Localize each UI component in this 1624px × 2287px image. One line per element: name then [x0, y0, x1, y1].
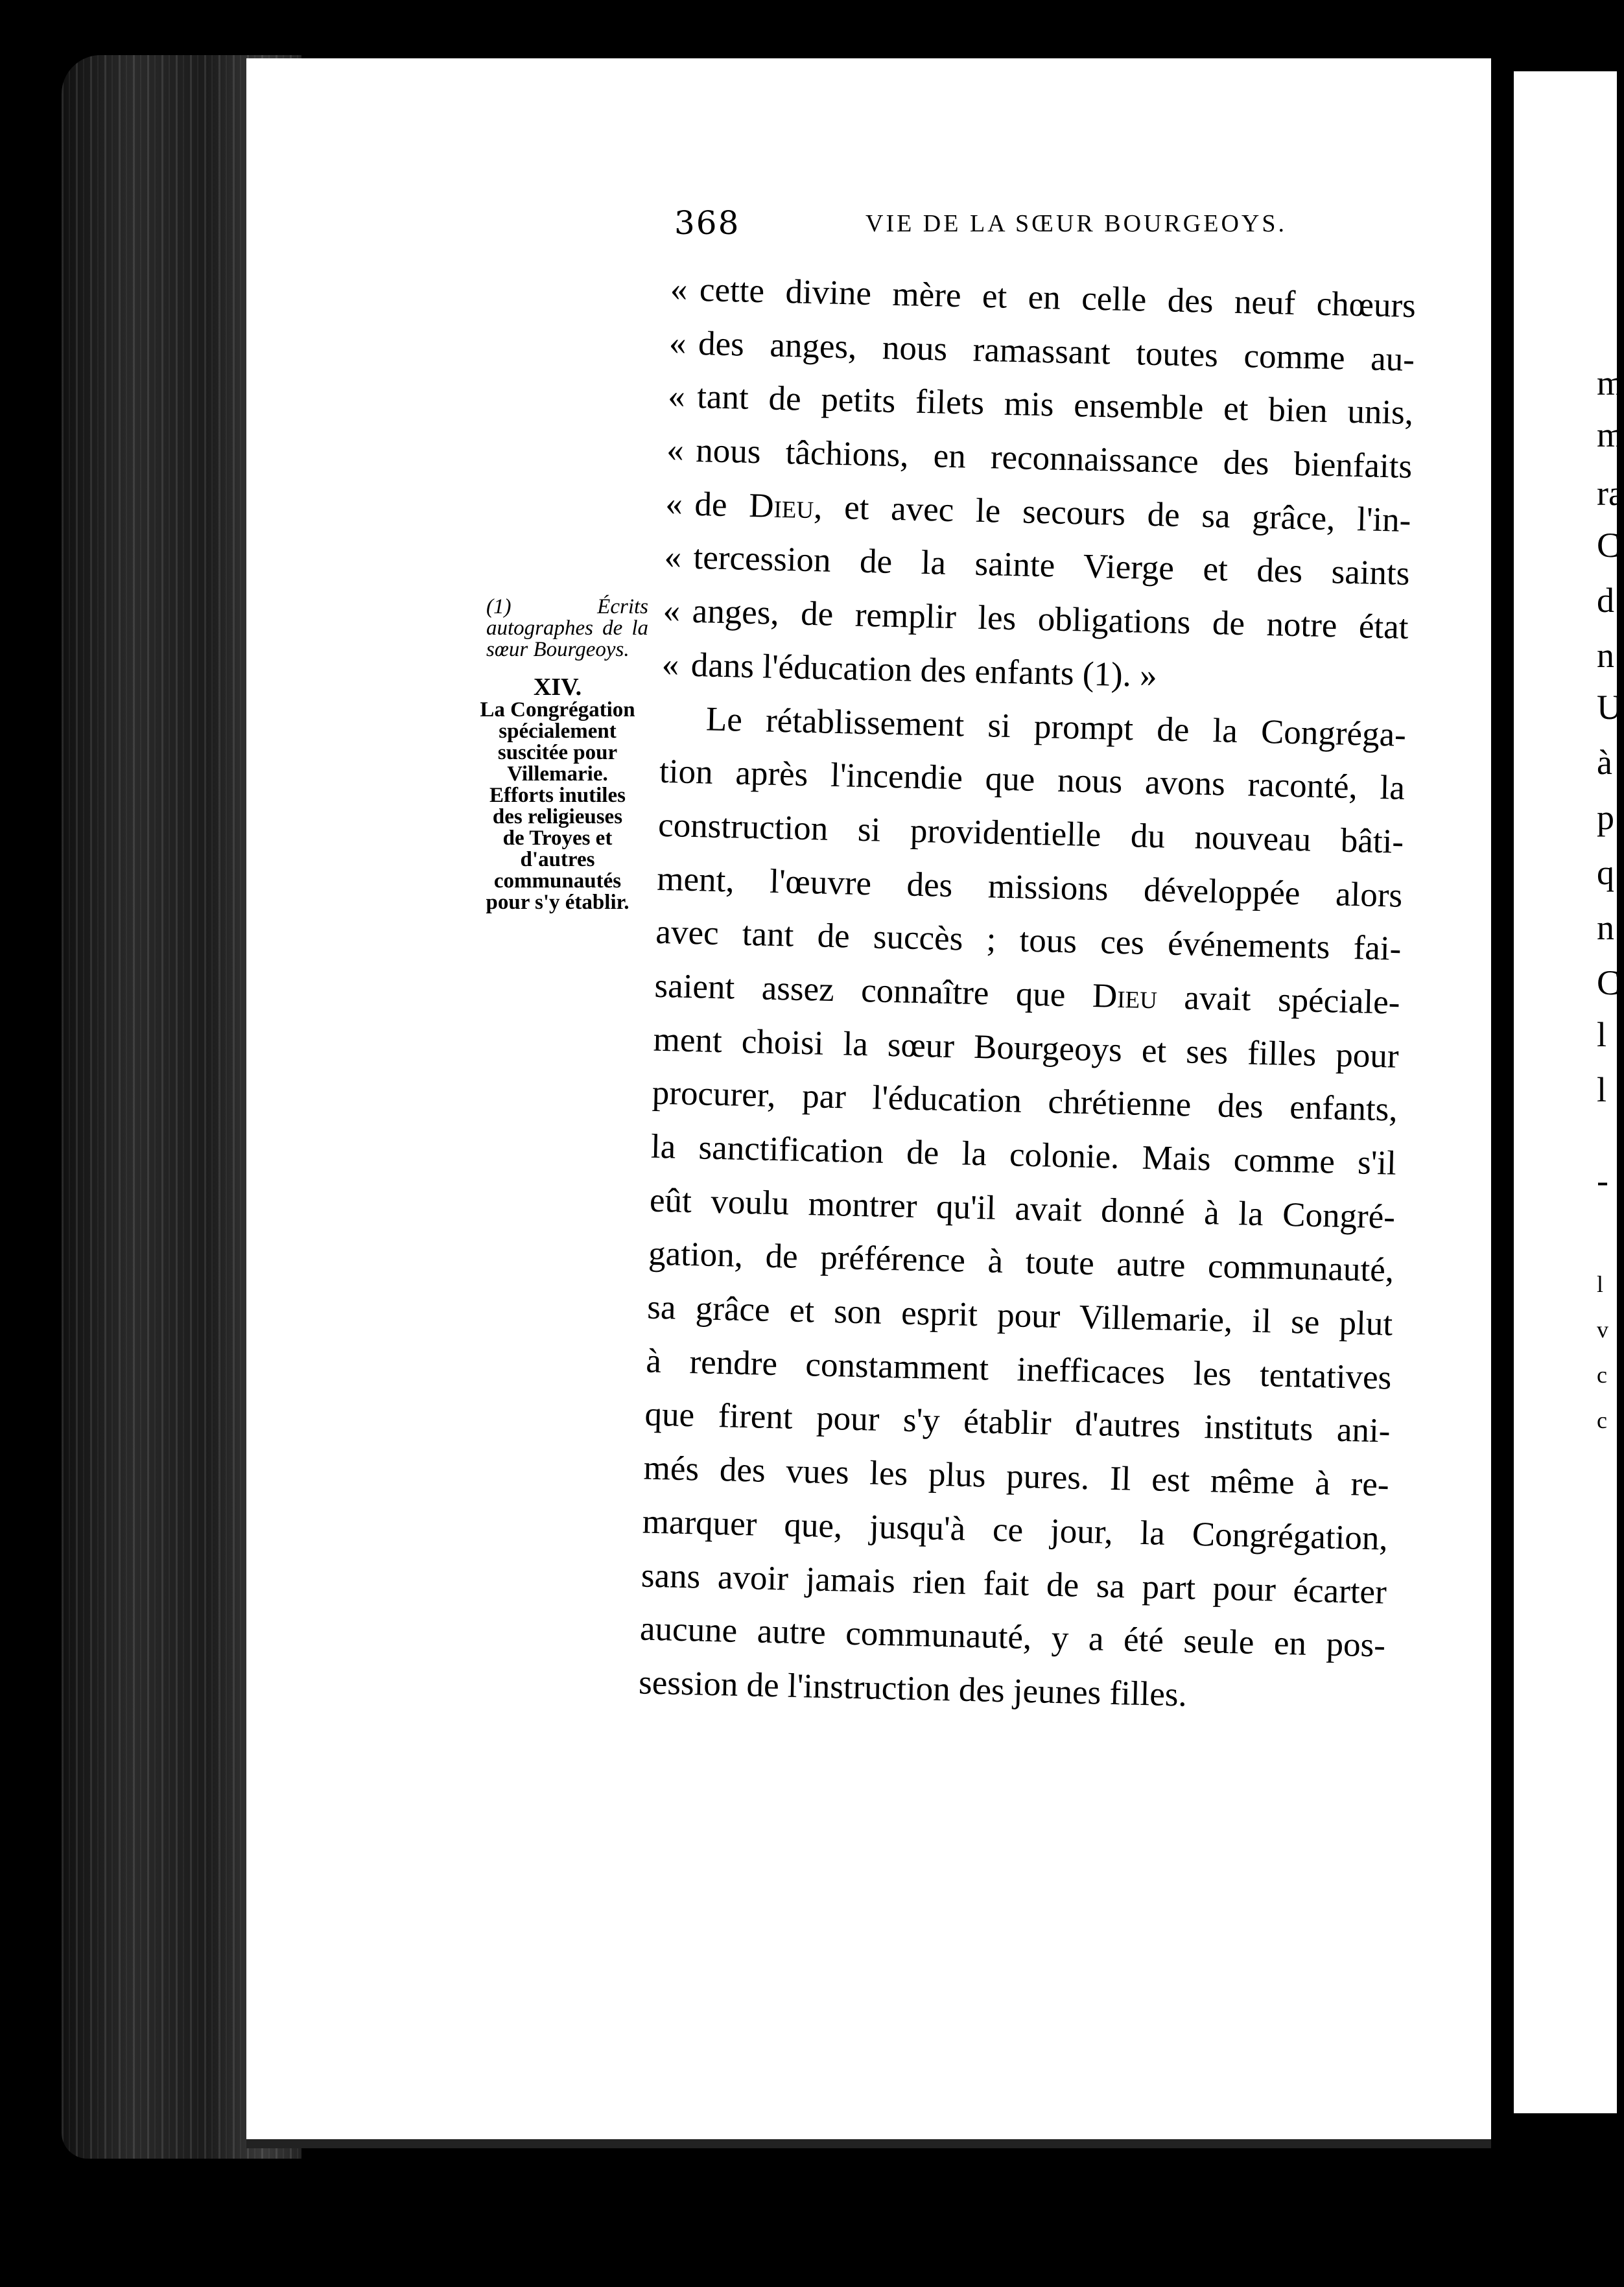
sidenote-text: La Congrégation spécialement suscitée pour Villemarie. Efforts inutiles des religieuses de Troyes et d'autres communautés pour s'y établir. [480, 698, 635, 914]
facing-page-letter: l [1597, 1015, 1607, 1054]
text-line: à rendre constamment inefficaces les tentatives [645, 1342, 1392, 1397]
text-line: ment choisi la sœur Bourgeoys et ses filles pour [653, 1020, 1400, 1075]
sidenote [480, 674, 635, 914]
facing-page-letter: q [1597, 853, 1614, 892]
facing-page-letter: v [1597, 1317, 1608, 1343]
facing-page-letter: à [1597, 743, 1612, 782]
facing-page-letter: l [1597, 1271, 1604, 1297]
facing-page-letter: m [1597, 416, 1624, 454]
text-line: « nous tâchions, en reconnaissance des bienfaits [666, 423, 1413, 494]
page-number: 368 [674, 204, 740, 242]
facing-page-letter: C [1597, 963, 1621, 1002]
text-line: « des anges, nous ramassant toutes comme au- [668, 316, 1415, 387]
facing-page-letter: n [1597, 636, 1614, 675]
text-line: procurer, par l'éducation chrétienne des enfants, [652, 1073, 1398, 1129]
text-line: avec tant de succès ; tous ces événements fai- [655, 913, 1402, 968]
text-line: ment, l'œuvre des missions développée alors [656, 860, 1403, 915]
text-line: gation, de préférence à toute autre communauté, [648, 1234, 1395, 1290]
facing-page-letter: c [1597, 1362, 1607, 1388]
text-line: saient assez connaître que Dieu avait spéciale- [654, 967, 1401, 1022]
running-title: VIE DE LA SŒUR BOURGEOYS. [865, 210, 1287, 237]
text-line: « tercession de la sainte Vierge et des saints [664, 530, 1411, 601]
margin-notes [460, 596, 648, 913]
text-line: « tant de petits filets mis ensemble et bien unis, [667, 369, 1414, 440]
body-text [638, 263, 1416, 1726]
facing-page-letter: l [1597, 1070, 1607, 1109]
facing-page-letter: ra [1597, 474, 1624, 513]
text-line: la sanctification de la colonie. Mais comme s'il [650, 1127, 1397, 1182]
facing-page-edge [1514, 71, 1624, 2113]
facing-page-letter: U [1597, 688, 1622, 727]
text-line: « anges, de remplir les obligations de notre état [663, 584, 1409, 655]
text-line: « de Dieu, et avec le secours de sa grâce, l'in- [665, 477, 1412, 548]
text-line: que firent pour s'y établir d'autres instituts ani- [644, 1395, 1391, 1451]
text-line: marquer que, jusqu'à ce jour, la Congrégation, [642, 1503, 1389, 1558]
text-line: sa grâce et son esprit pour Villemarie, il se plut [646, 1288, 1393, 1343]
text-line: « dans l'éducation des enfants (1). » [661, 638, 1408, 709]
footnote: (1) Écrits autographes de la sœur Bourgeoys. [486, 595, 648, 661]
facing-page-letter: d [1597, 581, 1614, 620]
facing-page-letter: - [1597, 1161, 1608, 1200]
sidenote-numeral: XIV. [533, 674, 582, 701]
facing-page-letter: c [1597, 1407, 1607, 1433]
text-line: eût voulu montrer qu'il avait donné à la Congré- [649, 1181, 1396, 1236]
text-line: aucune autre communauté, y a été seule en pos- [639, 1610, 1386, 1665]
text-line: sans avoir jamais rien fait de sa part pour écarter [641, 1556, 1387, 1612]
facing-page-letter: C [1597, 526, 1621, 565]
text-line: construction si providentielle du nouveau bâti- [657, 806, 1404, 861]
text-line: session de l'instruction des jeunes filles. [638, 1663, 1188, 1714]
text-line: tion après l'incendie que nous avons raconté, la [659, 752, 1406, 808]
book-page [246, 58, 1491, 2148]
facing-page-letter: n [1597, 908, 1614, 947]
facing-page-letter: m [1597, 364, 1624, 403]
text-line: « cette divine mère et en celle des neuf chœurs [670, 263, 1417, 333]
text-line: més des vues les plus pures. Il est même à re- [643, 1449, 1390, 1504]
facing-page-letter: p [1597, 798, 1614, 837]
text-line: Le rétablissement si prompt de la Congréga- [705, 699, 1407, 754]
